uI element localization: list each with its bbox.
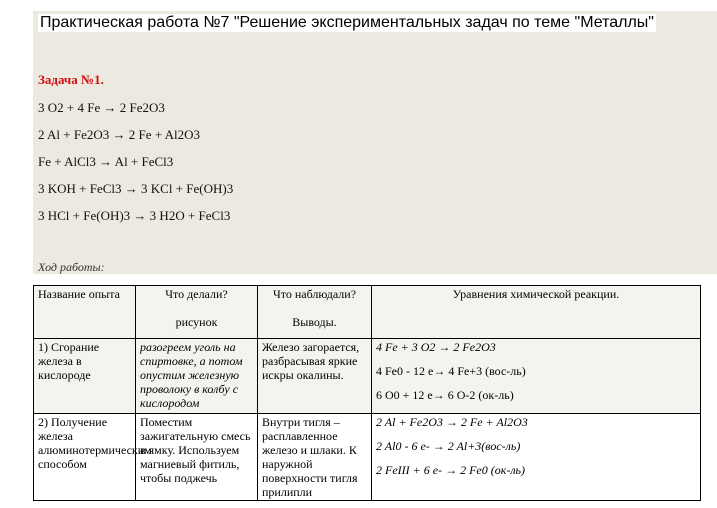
table-cell: 2) Получение железа алюминотермическим способом — [34, 414, 136, 501]
equation-line: Fe + AlCl3 → Al + FeCl3 — [38, 154, 174, 169]
header-text: рисунок — [175, 315, 218, 329]
reaction-equation: 2 FeIII + 6 e- → 2 Fe0 (ок-ль) — [376, 463, 526, 477]
table-cell: Железо загорается, разбрасывая яркие искры окалины. — [258, 339, 372, 414]
header-cell — [258, 286, 372, 339]
equation-line: 2 Al + Fe2O3 → 2 Fe + Al2O3 — [38, 127, 201, 142]
reaction-equation: 4 Fe0 - 12 e→ 4 Fe+3 (вос-ль) — [376, 364, 526, 378]
header-text: Что делали? — [165, 287, 228, 301]
reaction-equation: 2 Al + Fe2O3 → 2 Fe + Al2O3 — [376, 415, 528, 429]
experiment-table — [33, 285, 701, 501]
reaction-equation: 2 Al0 - 6 e- → 2 Al+3(вос-ль) — [376, 439, 521, 453]
reaction-equation: 6 O0 + 12 e→ 6 O-2 (ок-ль) — [376, 388, 514, 402]
procedure-heading: Ход работы: — [38, 260, 105, 274]
header-cell: Уравнения химической реакции. — [372, 286, 701, 339]
table-cell: Поместим зажигательную смесь в ямку. Используем магниевый фитиль, чтобы поджечь — [136, 414, 258, 501]
equation-line: 3 O2 + 4 Fe → 2 Fe2O3 — [38, 100, 165, 115]
header-cell: Название опыта — [34, 286, 136, 339]
table-cell — [372, 414, 701, 501]
page-title: Практическая работа №7 "Решение экспериментальных задач по теме "Металлы" — [40, 14, 654, 31]
equation-line: 3 HCl + Fe(OH)3 → 3 H2O + FeCl3 — [38, 208, 231, 223]
header-text: Выводы. — [292, 315, 337, 329]
table-row — [34, 339, 701, 414]
table-cell: 1) Сгорание железа в кислороде — [34, 339, 136, 414]
reaction-equation: 4 Fe + 3 O2 → 2 Fe2O3 — [376, 340, 496, 354]
task-label: Задача №1. — [38, 72, 104, 87]
table-header-row — [34, 286, 701, 339]
header-cell — [136, 286, 258, 339]
equation-line: 3 KOH + FeCl3 → 3 KCl + Fe(OH)3 — [38, 181, 234, 196]
table-row — [34, 414, 701, 501]
table-cell — [372, 339, 701, 414]
table-cell: разогреем уголь на спиртовке, а потом опустим железную проволоку в колбу с кислородом — [136, 339, 258, 414]
header-text: Что наблюдали? — [272, 287, 357, 301]
table-cell: Внутри тигля – расплавленное железо и шлаки. К наружной поверхности тигля прилипли — [258, 414, 372, 501]
